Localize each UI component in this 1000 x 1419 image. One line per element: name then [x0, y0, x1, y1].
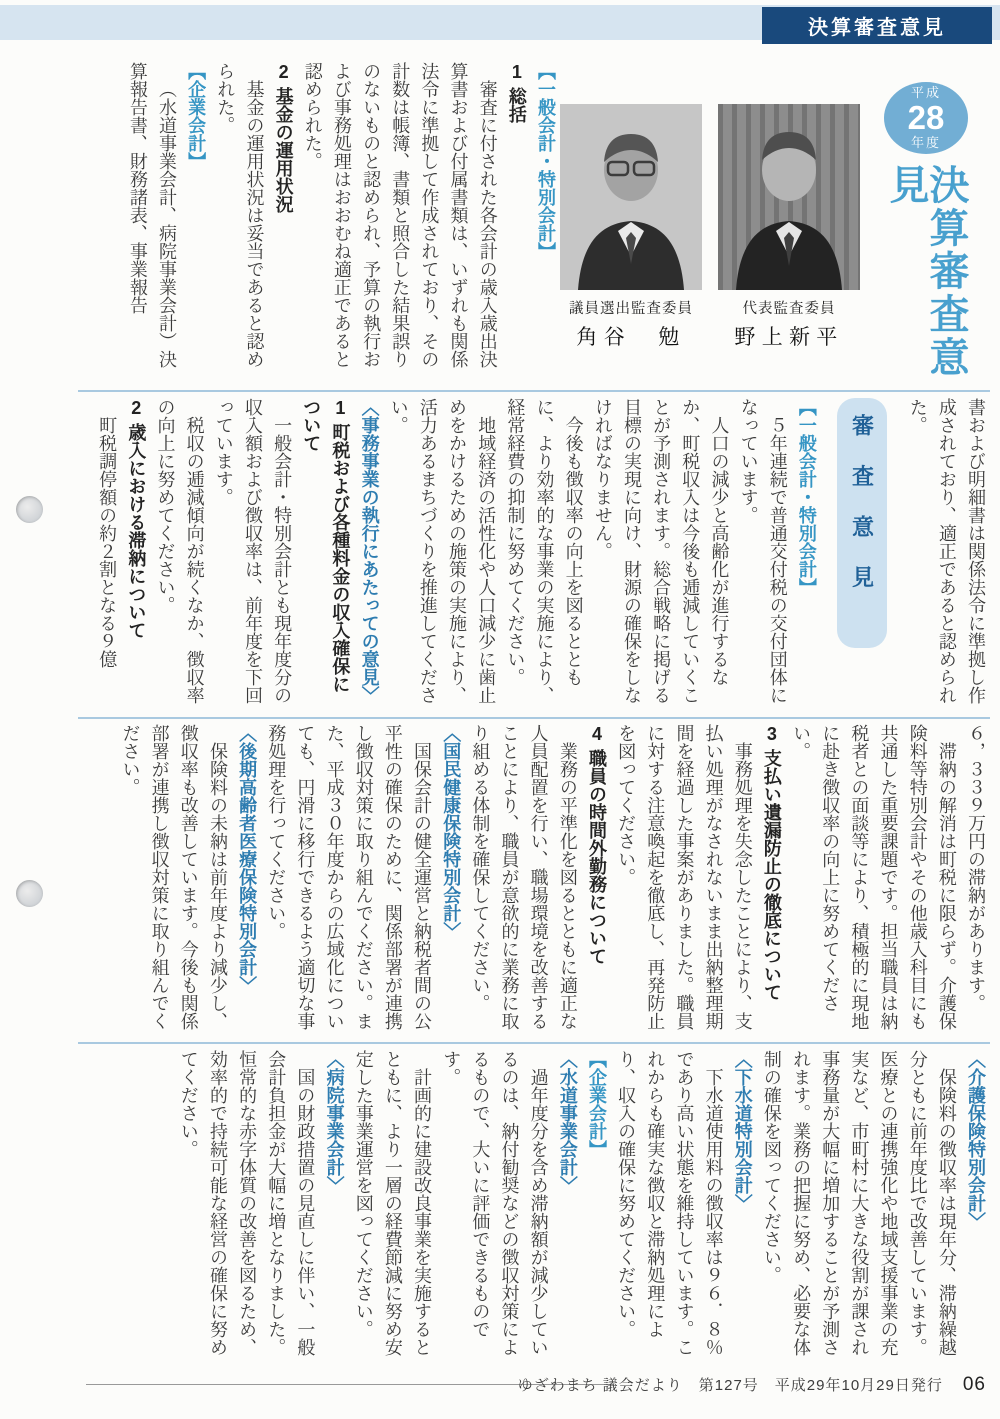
summary-text	[78, 62, 560, 380]
paragraph: 地域経済の活性化や人口減少に歯止めをかけるための施策の実施により、活力あるまちづくりを推進してください。	[388, 398, 497, 704]
paragraph: 国保会計の健全運営と納税者間の公平性の確保のために、関係部署が連携し徴収対策に取り組んでください。また、平成３０年度からの広域化についても、円滑に移行できるよう適切な事務処理を行ってください。	[266, 724, 433, 1030]
era-suffix: 年度	[910, 135, 941, 151]
subsection-header: 【企業会計】	[586, 1050, 607, 1158]
paragraph: 下水道使用料の徴収率は９６．８％であり高い状態を維持しています。これからも確実な徴収と滞納処理により、収入の確保に努めてください。	[616, 1050, 724, 1356]
heading-text: 歳入における滞納について	[126, 423, 147, 639]
paragraph: ５年連続で普通交付税の交付団体になっています。	[738, 398, 788, 704]
year-number: 28	[907, 99, 945, 137]
numbered-heading	[757, 724, 786, 1036]
subsection-header: 【一般会計・特別会計】	[536, 62, 556, 260]
page-header-label: 決算審査意見	[808, 17, 946, 39]
paragraph: 国の財政措置の見直しに伴い、一般会計負担金が大幅に増となりました。恒常的な赤字体質の改善を図るため、効率的で持続可能な経営の確保に努めてください。	[178, 1050, 316, 1356]
row-separator	[78, 390, 990, 392]
paragraph: 基金の運用状況は妥当であると認められた。	[215, 62, 265, 368]
era-label: 平成	[910, 85, 941, 101]
paragraph: 今後も徴収率の向上を図るとともに、より効率的な事業の実施により、経常経費の抑制に努めてください。	[505, 398, 584, 704]
numbered-heading	[582, 724, 611, 1036]
auditor-photo	[718, 104, 860, 290]
heading-text: 職員の時間外勤務について	[586, 749, 607, 965]
subsection-header: 〈事務事業の執行にあたっての意見〉	[359, 398, 380, 704]
section-row-opinion-2	[78, 724, 990, 1036]
subsection-header: 〈水道事業会計〉	[557, 1050, 578, 1194]
fiscal-year-badge	[884, 82, 968, 154]
subsection-header: 〈国民健康保険特別会計〉	[441, 724, 462, 940]
auditor-role: 代表監査委員	[742, 301, 836, 317]
section-row-summary	[78, 62, 990, 384]
paragraph-continued: 書および明細書は関係法令に準拠し作成されており、適正であると認められた。	[907, 398, 986, 704]
paragraph: 審査に付された各会計の歳入歳出決算書および付属書類は、いずれも関係法令に準拠して作成されており、その計数は帳簿、書類と照合した結果誤りのないものと認められ、予算の執行および事務処理はおおむね適正であると認められた。	[302, 62, 498, 368]
numbered-heading	[296, 398, 354, 710]
auditor-caption	[718, 297, 860, 351]
footer-issue-info: ゆざわまち 議会だより 第127号 平成29年10月29日発行	[517, 1377, 943, 1394]
subsection-header: 〈病院事業会計〉	[324, 1050, 345, 1194]
row-separator	[78, 717, 990, 719]
auditor-name: 野上新平	[734, 326, 844, 349]
paragraph: 一般会計・特別会計とも現年度分の収入額および徴収率は、前年度を下回っています。	[213, 398, 293, 704]
subsection-header: 〈後期高齢者医療保険特別会計〉	[237, 724, 258, 994]
auditor-photo	[560, 104, 702, 290]
auditor-photos	[560, 62, 862, 384]
section-row-opinion-1	[78, 398, 990, 710]
subsection-header: 【企業会計】	[186, 62, 207, 170]
row-separator	[78, 1042, 990, 1044]
paragraph: 町税調停額の約２割となる９億	[97, 416, 118, 668]
heading-text: 支払い遺漏防止の徹底について	[761, 749, 782, 1001]
paragraph: 業務の平準化を図るとともに適正な人員配置を行い、職場環境を改善することにより、職員が意欲的に業務に取り組める体制を確保してください。	[470, 724, 578, 1030]
numbered-heading	[268, 62, 297, 380]
subsection-header: 【一般会計・特別会計】	[796, 398, 817, 596]
page-title: 決算審査意見	[884, 163, 968, 379]
subsection-header: 〈介護保険特別会計〉	[966, 1050, 986, 1230]
subsection-header: 〈下水道特別会計〉	[732, 1050, 753, 1212]
footer-page-number: 06	[962, 1374, 986, 1395]
heading-number: 2	[126, 398, 147, 418]
heading-number: 4	[586, 724, 607, 744]
paragraph: 過年度分を含め滞納額が減少しているのは、納付勧奨などの徴収対策によるもので、大いに評価できるものです。	[441, 1050, 549, 1356]
paragraph: 人口の減少と高齢化が進行するなか、町税収入は今後も逓減していくことが予測されます。総合戦略に掲げる目標の実現に向け、財源の確保をしなければなりません。	[592, 398, 730, 704]
opinion-box-header: 審査意見	[837, 398, 887, 648]
auditor-name: 角谷 勉	[576, 326, 686, 349]
paragraph: （水道事業会計、病院事業会計）決算報告書、財務諸表、事業報告	[127, 62, 177, 368]
heading-number: 3	[761, 724, 782, 744]
heading-number: 2	[273, 62, 294, 82]
paragraph: 計画的に建設改良事業を実施するとともに、より一層の経費節減に努め安定した事業運営を図ってください。	[353, 1050, 433, 1356]
page-header-tab	[762, 7, 992, 44]
paragraph-continued: ６，３３９万円の滞納があります。	[966, 724, 986, 1012]
footer	[518, 1374, 986, 1396]
hole-punch	[16, 880, 43, 907]
paragraph: 税収の逓減傾向が続くなか、徴収率の向上に努めてください。	[155, 398, 205, 704]
heading-text: 総括	[506, 87, 527, 123]
auditor-figure	[718, 104, 860, 384]
paragraph: 保険料の徴収率は現年分、滞納繰越分ともに前年度比で改善しています。医療との連携強化や地域支援事業の充実など、市町村に大きな役割が課され事務量が大幅に増加することが予測されます。業務の把握に努め、必要な体制の確保を図ってください。	[761, 1050, 957, 1356]
heading-number: 1	[506, 62, 527, 82]
numbered-heading	[121, 398, 150, 710]
heading-text: 基金の運用状況	[273, 87, 294, 213]
paragraph: 滞納の解消は町税に限らず。介護保険料等特別会計やその他歳入科目にも共通した重要課題です。担当職員は納税者との面談等により、積極的に現地に赴き徴収率の向上に努めてください。	[791, 724, 957, 1030]
heading-number: 1	[330, 398, 351, 418]
paragraph: 事務処理を失念したことにより、支払い処理がなされないまま出納整理期間を経過した事案がありました。職員に対する注意喚起を徹底し、再発防止を図ってください。	[616, 724, 753, 1030]
numbered-heading	[502, 62, 531, 380]
title-block	[862, 62, 990, 384]
paragraph: 保険料の未納は前年度より減少し、徴収率も改善しています。今後も関係部署が連携し徴収対策に取り組んでください。	[120, 724, 228, 1030]
hole-punch	[16, 496, 43, 523]
auditor-role: 議員選出監査委員	[569, 301, 693, 317]
auditor-caption	[560, 297, 702, 351]
auditor-figure	[560, 104, 702, 384]
heading-text: 町税および各種料金の収入確保について	[301, 398, 351, 693]
section-row-opinion-3	[78, 1050, 990, 1368]
